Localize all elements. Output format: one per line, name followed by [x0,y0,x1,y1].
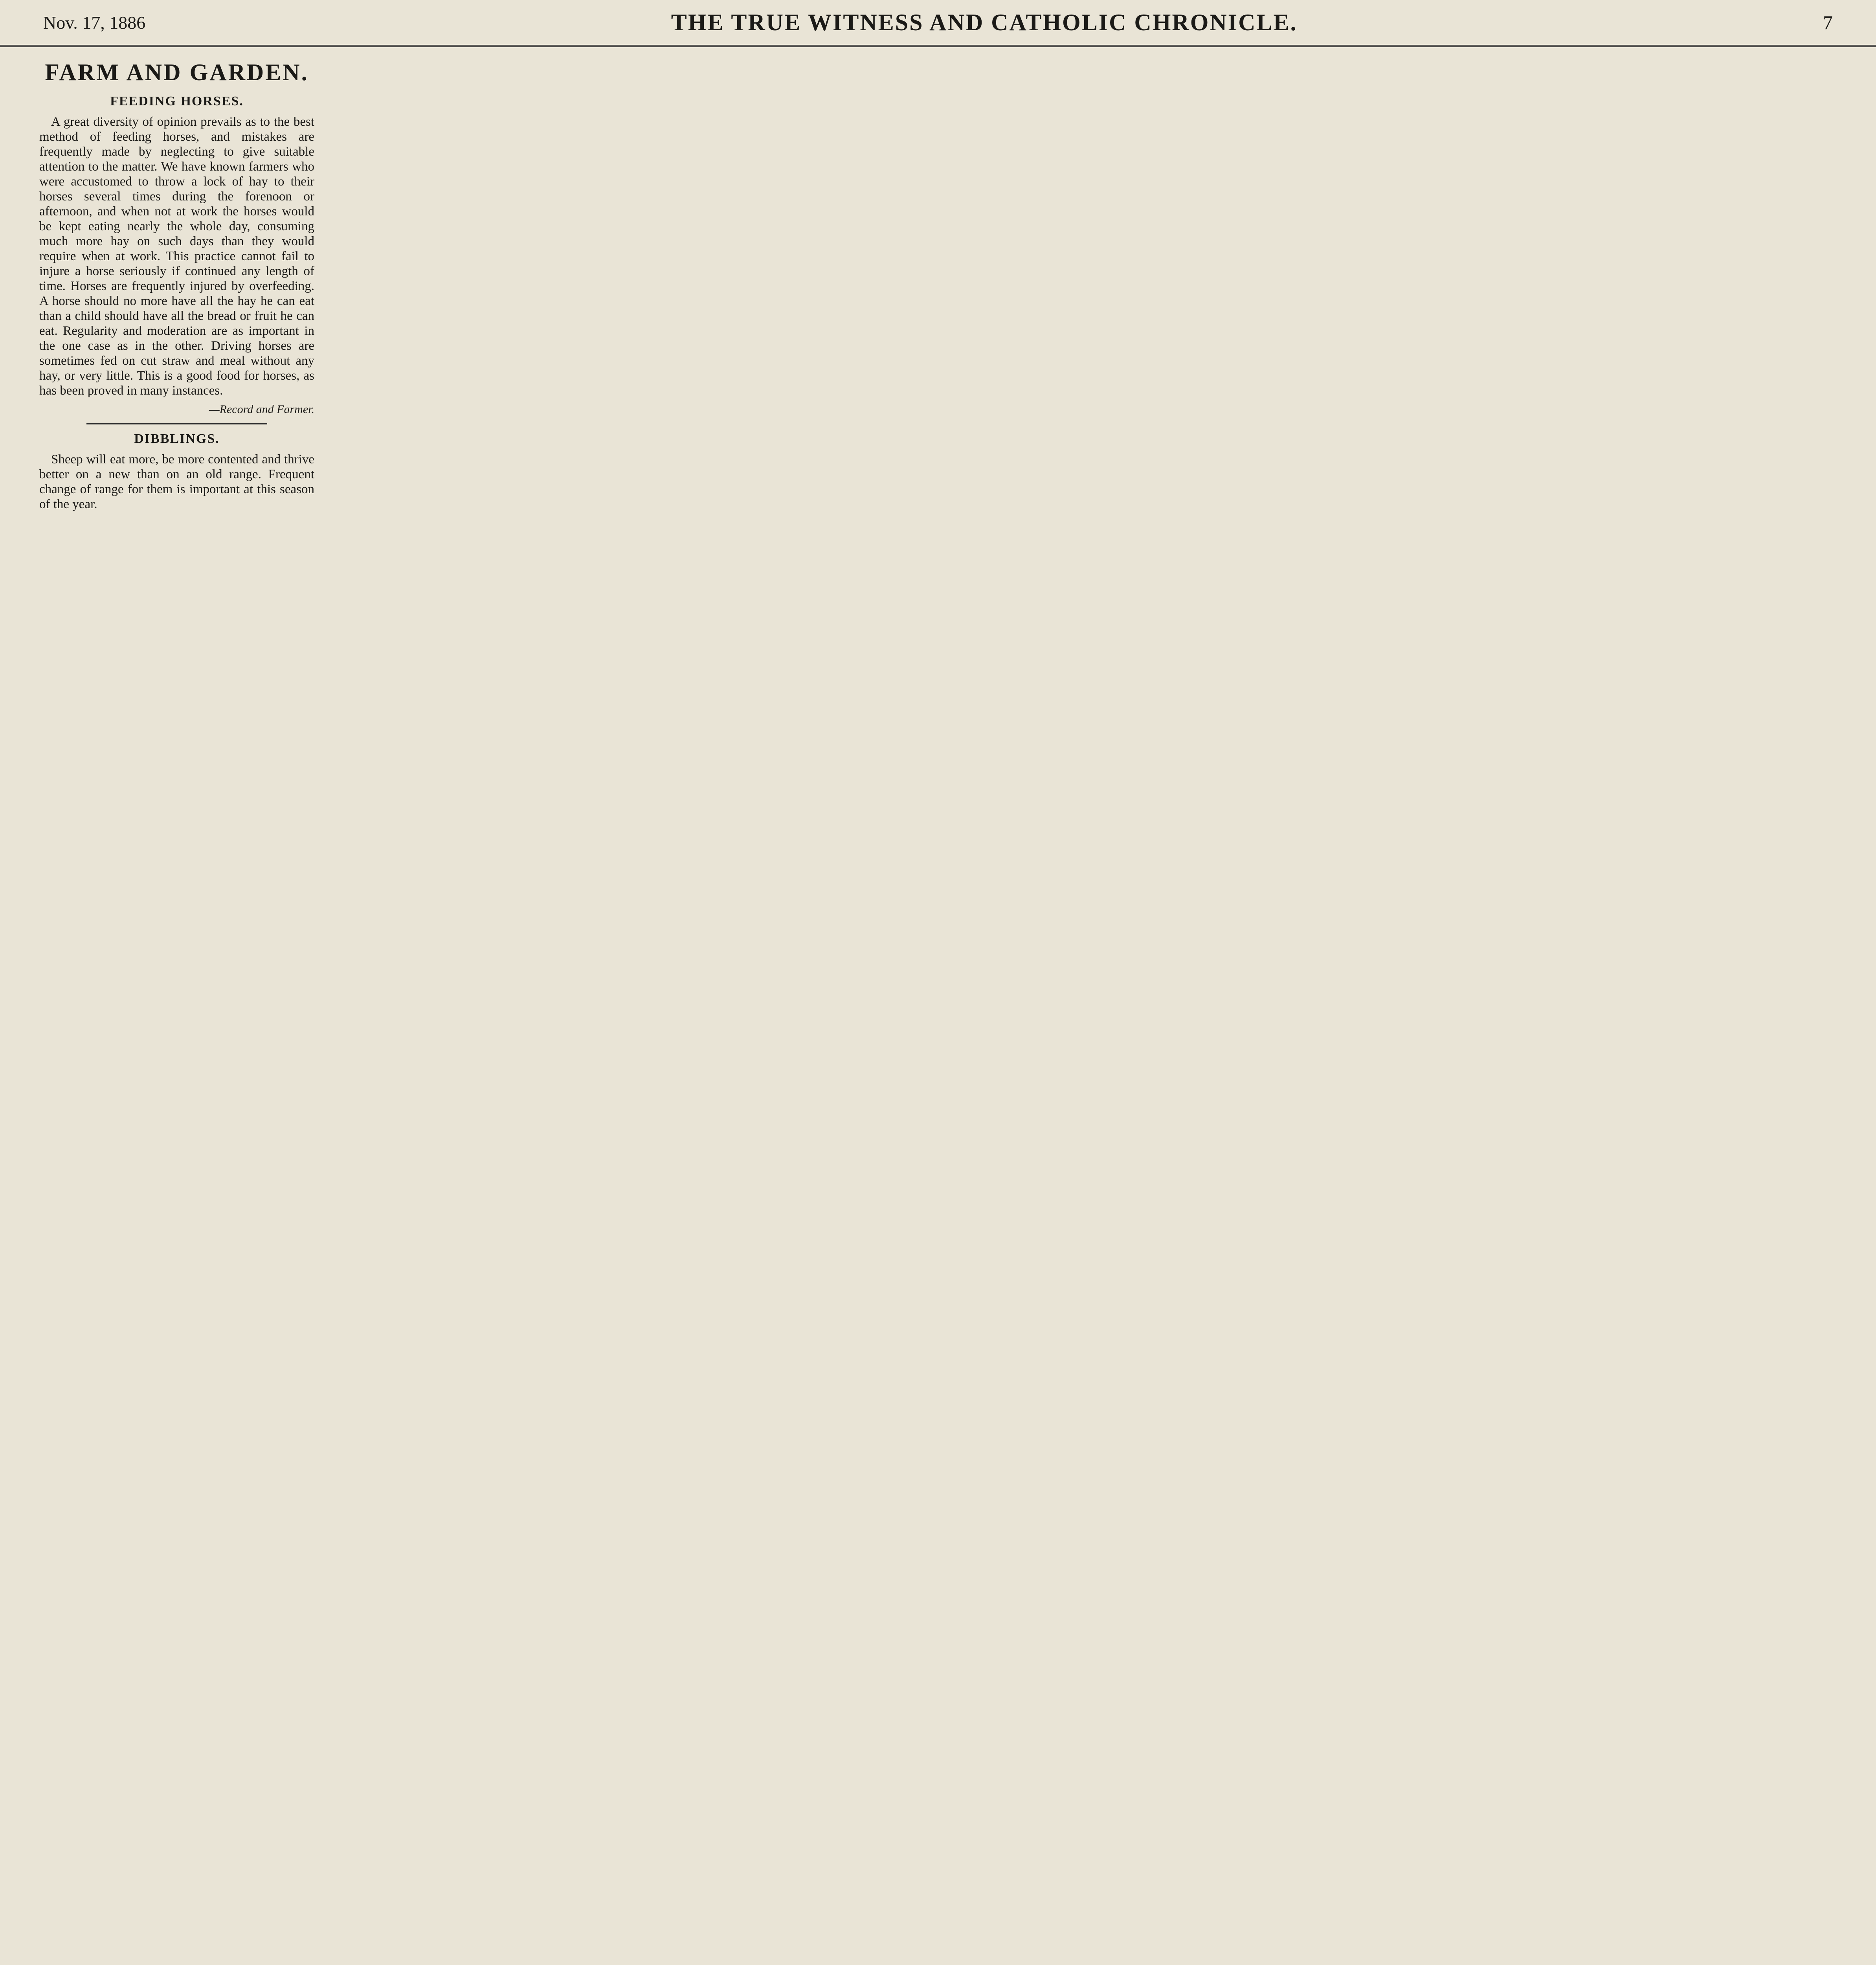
article-heading-dibblings: DIBBLINGS. [134,432,220,446]
paper-title: THE TRUE WITNESS AND CATHOLIC CHRONICLE. [671,9,1298,35]
issue-date: Nov. 17, 1886 [43,12,146,33]
article-heading-feeding-horses: FEEDING HORSES. [110,94,244,108]
article-source: —Record and Farmer. [209,403,314,416]
article-divider [86,423,267,424]
section-heading-farm-and-garden: FARM AND GARDEN. [45,59,309,85]
article-body-dibblings: Sheep will eat more, be more contented and thrive better on a new than on an old range. Frequent change of range for them is important at this season of the year. [39,452,314,511]
masthead [0,0,1876,47]
article-body-feeding-horses: A great diversity of opinion prevails as to the best method of feeding horses, and mistakes are frequently made by neglecting to give suitable attention to the matter. We have known farmers who were accustomed to throw a lock of hay to their horses several times during the forenoon or afternoon, and when not at work the horses would be kept eating nearly the whole day, consuming much more hay on such days than they would require when at work. This practice cannot fail to injure a horse seriously if continued any length of time. Horses are frequently injured by overfeeding. A horse should no more have all the hay he can eat than a child should have all the bread or fruit he can eat. Regularity and moderation are as important in the one case as in the other. Driving horses are sometimes fed on cut straw and meal without any hay, or very little. This is a good food for horses, as has been proved in many instances. [39,115,314,398]
column-1 [39,59,314,516]
page-number: 7 [1823,11,1833,33]
